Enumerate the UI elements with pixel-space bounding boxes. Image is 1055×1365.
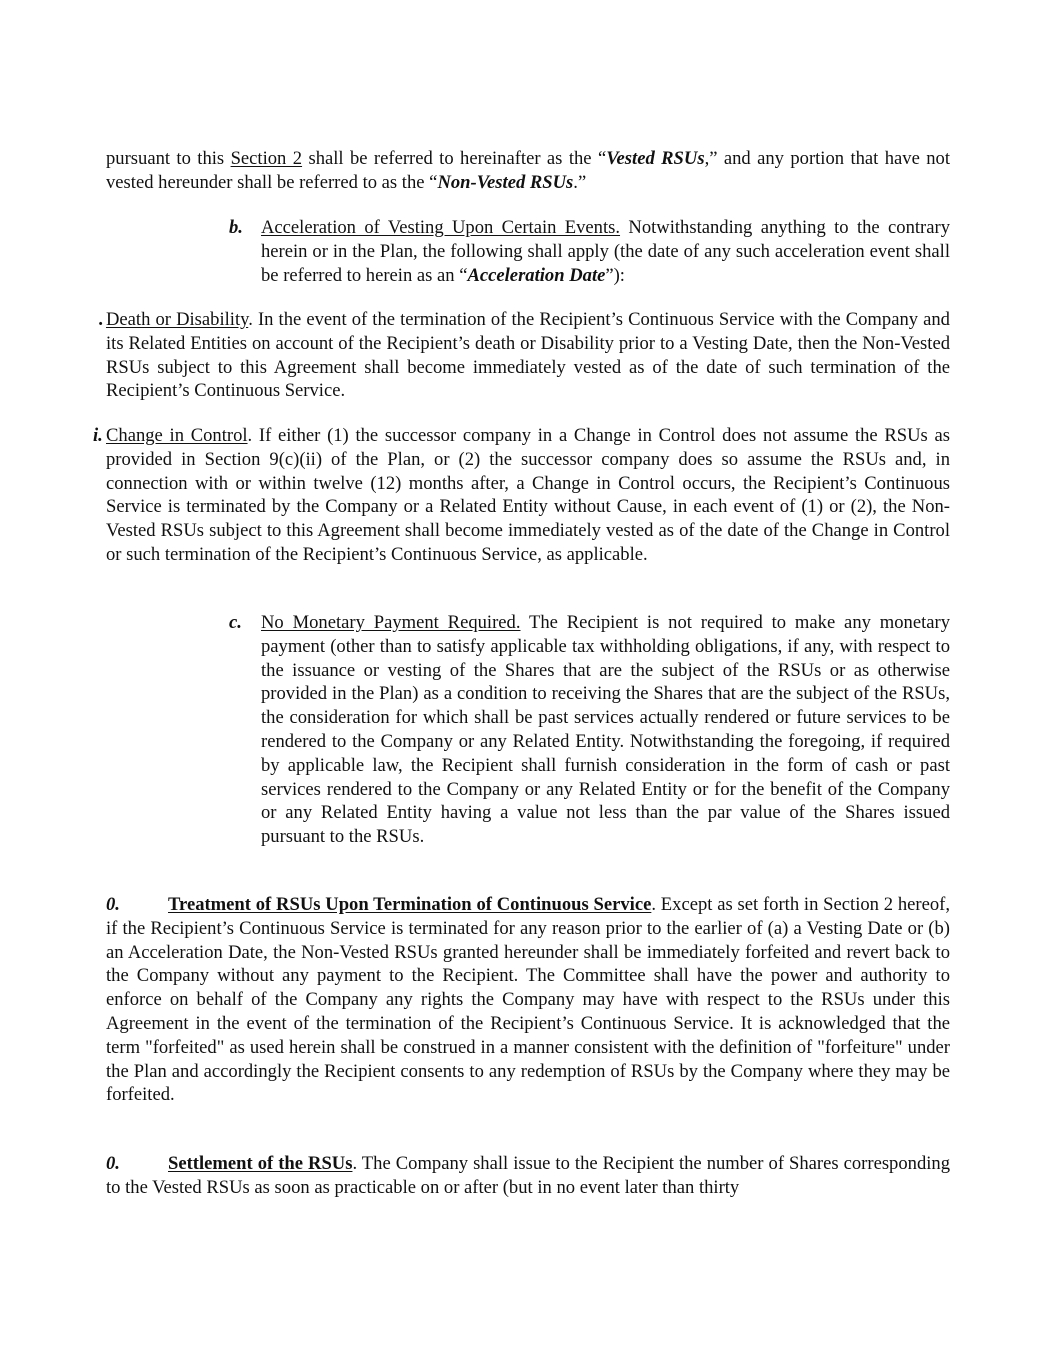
section-b-marker: b. [229, 217, 243, 238]
continuation-paragraph [106, 147, 950, 195]
change-in-control-heading: Change in Control [106, 425, 248, 446]
section-b-heading: Acceleration of Vesting Upon Certain Events. [261, 217, 621, 238]
vested-rsus-term: Vested RSUs [606, 148, 705, 169]
death-disability-paragraph [106, 308, 950, 403]
acceleration-date-term: Acceleration Date [467, 264, 606, 286]
settlement-paragraph [106, 1152, 950, 1200]
non-vested-rsus-term: Non-Vested RSUs [437, 171, 574, 193]
section-b-text-2: ”): [605, 264, 625, 286]
continuation-text-1: pursuant to this [106, 148, 231, 169]
section-c-paragraph [261, 611, 950, 849]
treatment-section-text: . Except as set forth in Section 2 hereof, if the Recipient’s Continuous Service is terminated for any reason prior to the earlier of (a) a Vesting Date or (b) an Acceleration Date, the Non-Vested RSUs granted hereunder shall be immediately forfeited and revert back to the Company without any payment to the Recipient. The Committee shall have the power and authority to enforce on behalf of the Company any rights the Company may have with respect to the RSUs under this Agreement in the event of the termination of the Recipient’s Continuous Service. It is acknowledged that the term "forfeited" as used herein shall be construed in a manner consistent with the definition of "forfeiture" under the Plan and accordingly the Recipient consents to any redemption of RSUs by the Company where they may be forfeited. [106, 894, 950, 1106]
section-2-reference: Section 2 [230, 148, 303, 169]
death-disability-heading: Death or Disability [106, 309, 249, 330]
treatment-paragraph [106, 893, 950, 1107]
change-in-control-text: . If either (1) the successor company in a Change in Control does not assume the RSUs as provided in Section 9(c)(ii) of the Plan, or (2) the successor company does so assume the RSUs and, in connection with or within twelve (12) months after, a Change in Control occurs, the Recipient’s Continuous Service is terminated by the Company or a Related Entity without Cause, in each event of (1) or (2), the Non-Vested RSUs subject to this Agreement shall become immediately vested as of the date of the Change in Control or such termination of the Recipient’s Continuous Service, as applicable. [106, 425, 951, 565]
section-c-marker: c. [229, 612, 242, 633]
settlement-section-heading: Settlement of the RSUs [168, 1153, 353, 1174]
change-in-control-marker: i. [93, 425, 103, 446]
continuation-text-3: ,” and any portion that have not vested hereunder shall be referred to as the “ [106, 148, 951, 193]
continuation-text-4: .” [573, 171, 587, 193]
section-c-text: The Recipient is not required to make any monetary payment (other than to satisfy applicable tax withholding obligations, if any, with respect to the issuance or vesting of the Shares that are the subject of the RSUs or as otherwise provided in the Plan) as a condition to receiving the Shares that are the subject of the RSUs, the consideration for which shall be past services actually rendered or future services to be rendered to the Company or any Related Entity. Notwithstanding the foregoing, if required by applicable law, the Recipient shall furnish consideration in the form of cash or past services rendered to the Company or any Related Entity or for the benefit of the Company or any Related Entity having a value not less than the par value of the Shares issued pursuant to the RSUs. [261, 612, 950, 848]
section-b-text-1: Notwithstanding anything to the contrary herein or in the Plan, the following shall apply (the date of any such acceleration event shall be referred to herein as an “ [261, 217, 950, 286]
section-b-paragraph [261, 216, 950, 287]
settlement-section-text: . The Company shall issue to the Recipient the number of Shares corresponding to the Vested RSUs as soon as practicable on or after (but in no event later than thirty [106, 1153, 951, 1198]
settlement-section-number: 0. [106, 1153, 120, 1174]
death-disability-marker: . [99, 309, 104, 330]
death-disability-text: . In the event of the termination of the Recipient’s Continuous Service with the Company and its Related Entities on account of the Recipient’s death or Disability prior to a Vesting Date, then the Non-Vested RSUs subject to this Agreement shall become immediately vested as of the date of such termination of the Recipient’s Continuous Service. [106, 309, 950, 402]
section-c-heading: No Monetary Payment Required. [261, 612, 521, 633]
change-in-control-paragraph [106, 424, 950, 567]
continuation-text-2: shall be referred to hereinafter as the “ [302, 148, 607, 169]
treatment-section-heading: Treatment of RSUs Upon Termination of Continuous Service [168, 894, 652, 915]
treatment-section-number: 0. [106, 894, 120, 915]
